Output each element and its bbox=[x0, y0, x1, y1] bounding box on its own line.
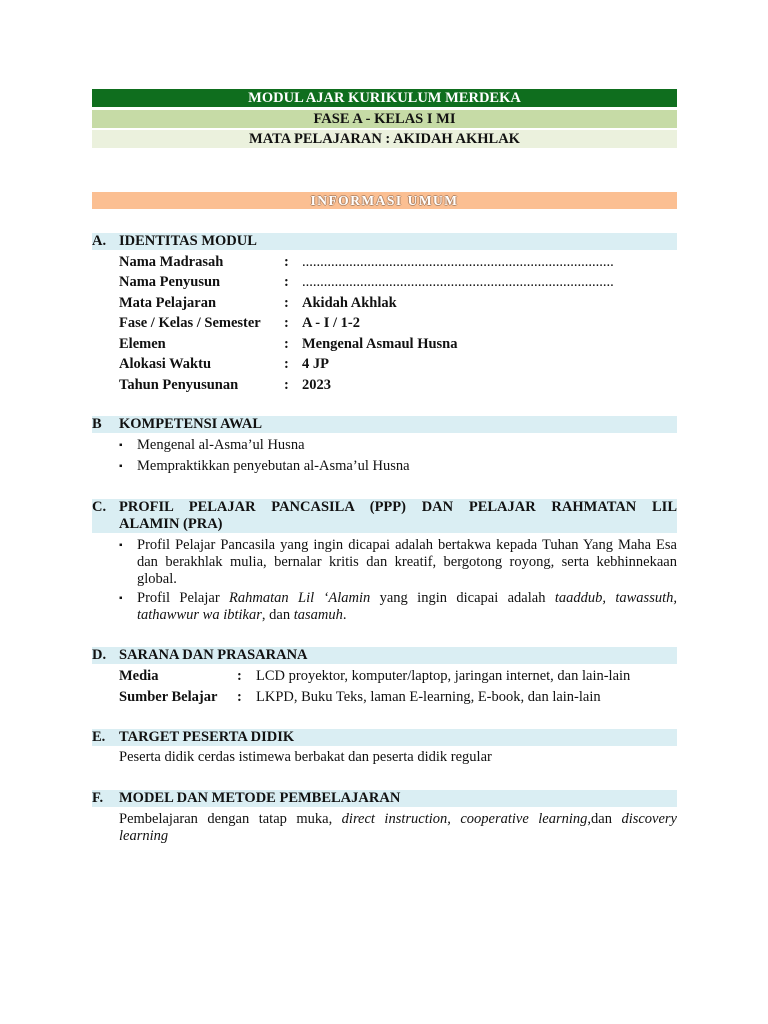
row-value: 4 JP bbox=[302, 356, 329, 372]
section-title: TARGET PESERTA DIDIK bbox=[119, 729, 295, 745]
general-info-band: INFORMASI UMUM bbox=[92, 192, 677, 209]
list-item-text: Mengenal al-Asma’ul Husna bbox=[137, 437, 305, 453]
row-colon: : bbox=[237, 668, 242, 684]
row-key: Tahun Penyusunan bbox=[119, 377, 239, 393]
section-letter: E. bbox=[92, 729, 106, 745]
list-item-text bbox=[137, 590, 677, 624]
bullet-icon: ▪ bbox=[119, 593, 123, 604]
italic-run: tasamuh bbox=[293, 607, 343, 623]
row-value: A - I / 1-2 bbox=[302, 315, 360, 331]
section-f-header bbox=[92, 790, 677, 807]
row-key: Sumber Belajar bbox=[119, 689, 218, 705]
text-run: Profil Pelajar bbox=[137, 590, 230, 606]
row-colon: : bbox=[284, 274, 289, 290]
row-key: Fase / Kelas / Semester bbox=[119, 315, 261, 331]
italic-run: cooperative learning bbox=[460, 811, 588, 827]
section-letter: A. bbox=[92, 233, 107, 249]
list-item-text: Mempraktikkan penyebutan al-Asma’ul Husna bbox=[137, 458, 410, 474]
row-key: Nama Penyusun bbox=[119, 274, 221, 290]
section-title: SARANA DAN PRASARANA bbox=[119, 647, 308, 663]
section-letter: D. bbox=[92, 647, 107, 663]
row-colon: : bbox=[284, 356, 289, 372]
row-colon: : bbox=[284, 377, 289, 393]
row-value: Mengenal Asmaul Husna bbox=[302, 336, 458, 352]
italic-run: direct instruction bbox=[341, 811, 448, 827]
bullet-icon: ▪ bbox=[119, 540, 123, 551]
row-value: Akidah Akhlak bbox=[302, 295, 397, 311]
model-text bbox=[119, 811, 677, 845]
row-value: ...................................................................................... bbox=[302, 254, 614, 270]
row-value: 2023 bbox=[302, 377, 331, 393]
section-e-header bbox=[92, 729, 677, 746]
row-value: LCD proyektor, komputer/laptop, jaringan internet, dan lain-lain bbox=[256, 668, 631, 684]
section-title: KOMPETENSI AWAL bbox=[119, 416, 263, 432]
section-letter: F. bbox=[92, 790, 104, 806]
italic-run: discovery learning bbox=[119, 811, 677, 844]
italic-run: taaddub, tawassuth, tathawwur wa ibtikar bbox=[137, 590, 677, 623]
section-title: IDENTITAS MODUL bbox=[119, 233, 257, 249]
section-c-header bbox=[92, 499, 677, 533]
italic-run: Rahmatan Lil ‘Alamin bbox=[229, 590, 371, 606]
row-colon: : bbox=[284, 295, 289, 311]
section-a-header bbox=[92, 233, 677, 250]
row-colon: : bbox=[284, 315, 289, 331]
text-run: , dan bbox=[261, 607, 294, 623]
row-key: Media bbox=[119, 668, 159, 684]
section-d-header bbox=[92, 647, 677, 664]
fase-band: FASE A - KELAS I MI bbox=[92, 110, 677, 128]
text-run: , bbox=[447, 811, 461, 827]
text-run: Pembelajaran dengan tatap muka, bbox=[119, 811, 342, 827]
section-letter: C. bbox=[92, 499, 107, 515]
subject-band: MATA PELAJARAN : AKIDAH AKHLAK bbox=[92, 130, 677, 148]
row-value: ...................................................................................... bbox=[302, 274, 614, 290]
section-title: MODEL DAN METODE PEMBELAJARAN bbox=[119, 790, 401, 806]
section-title-line2: ALAMIN (PRA) bbox=[119, 516, 223, 532]
list-item-text: Profil Pelajar Pancasila yang ingin dicapai adalah bertakwa kepada Tuhan Yang Maha Esa dan berakhlak mulia, bernalar kritis dan kreatif, bergotong royong, serta kebhinnekaan global. bbox=[137, 537, 677, 587]
text-run: ,dan bbox=[587, 811, 622, 827]
row-colon: : bbox=[237, 689, 242, 705]
row-key: Mata Pelajaran bbox=[119, 295, 217, 311]
module-title-band: MODUL AJAR KURIKULUM MERDEKA bbox=[92, 89, 677, 107]
row-value: LKPD, Buku Teks, laman E-learning, E-book, dan lain-lain bbox=[256, 689, 601, 705]
row-key: Elemen bbox=[119, 336, 166, 352]
row-colon: : bbox=[284, 254, 289, 270]
row-key: Nama Madrasah bbox=[119, 254, 224, 270]
text-run: . bbox=[342, 607, 347, 623]
text-run: yang ingin dicapai adalah bbox=[370, 590, 555, 606]
section-letter: B bbox=[92, 416, 102, 432]
section-b-header bbox=[92, 416, 677, 433]
bullet-icon: ▪ bbox=[119, 440, 123, 451]
target-text: Peserta didik cerdas istimewa berbakat dan peserta didik regular bbox=[119, 749, 492, 765]
row-colon: : bbox=[284, 336, 289, 352]
row-key: Alokasi Waktu bbox=[119, 356, 212, 372]
section-title-line1: PROFIL PELAJAR PANCASILA (PPP) DAN PELAJAR RAHMATAN LIL bbox=[119, 499, 677, 515]
bullet-icon: ▪ bbox=[119, 461, 123, 472]
